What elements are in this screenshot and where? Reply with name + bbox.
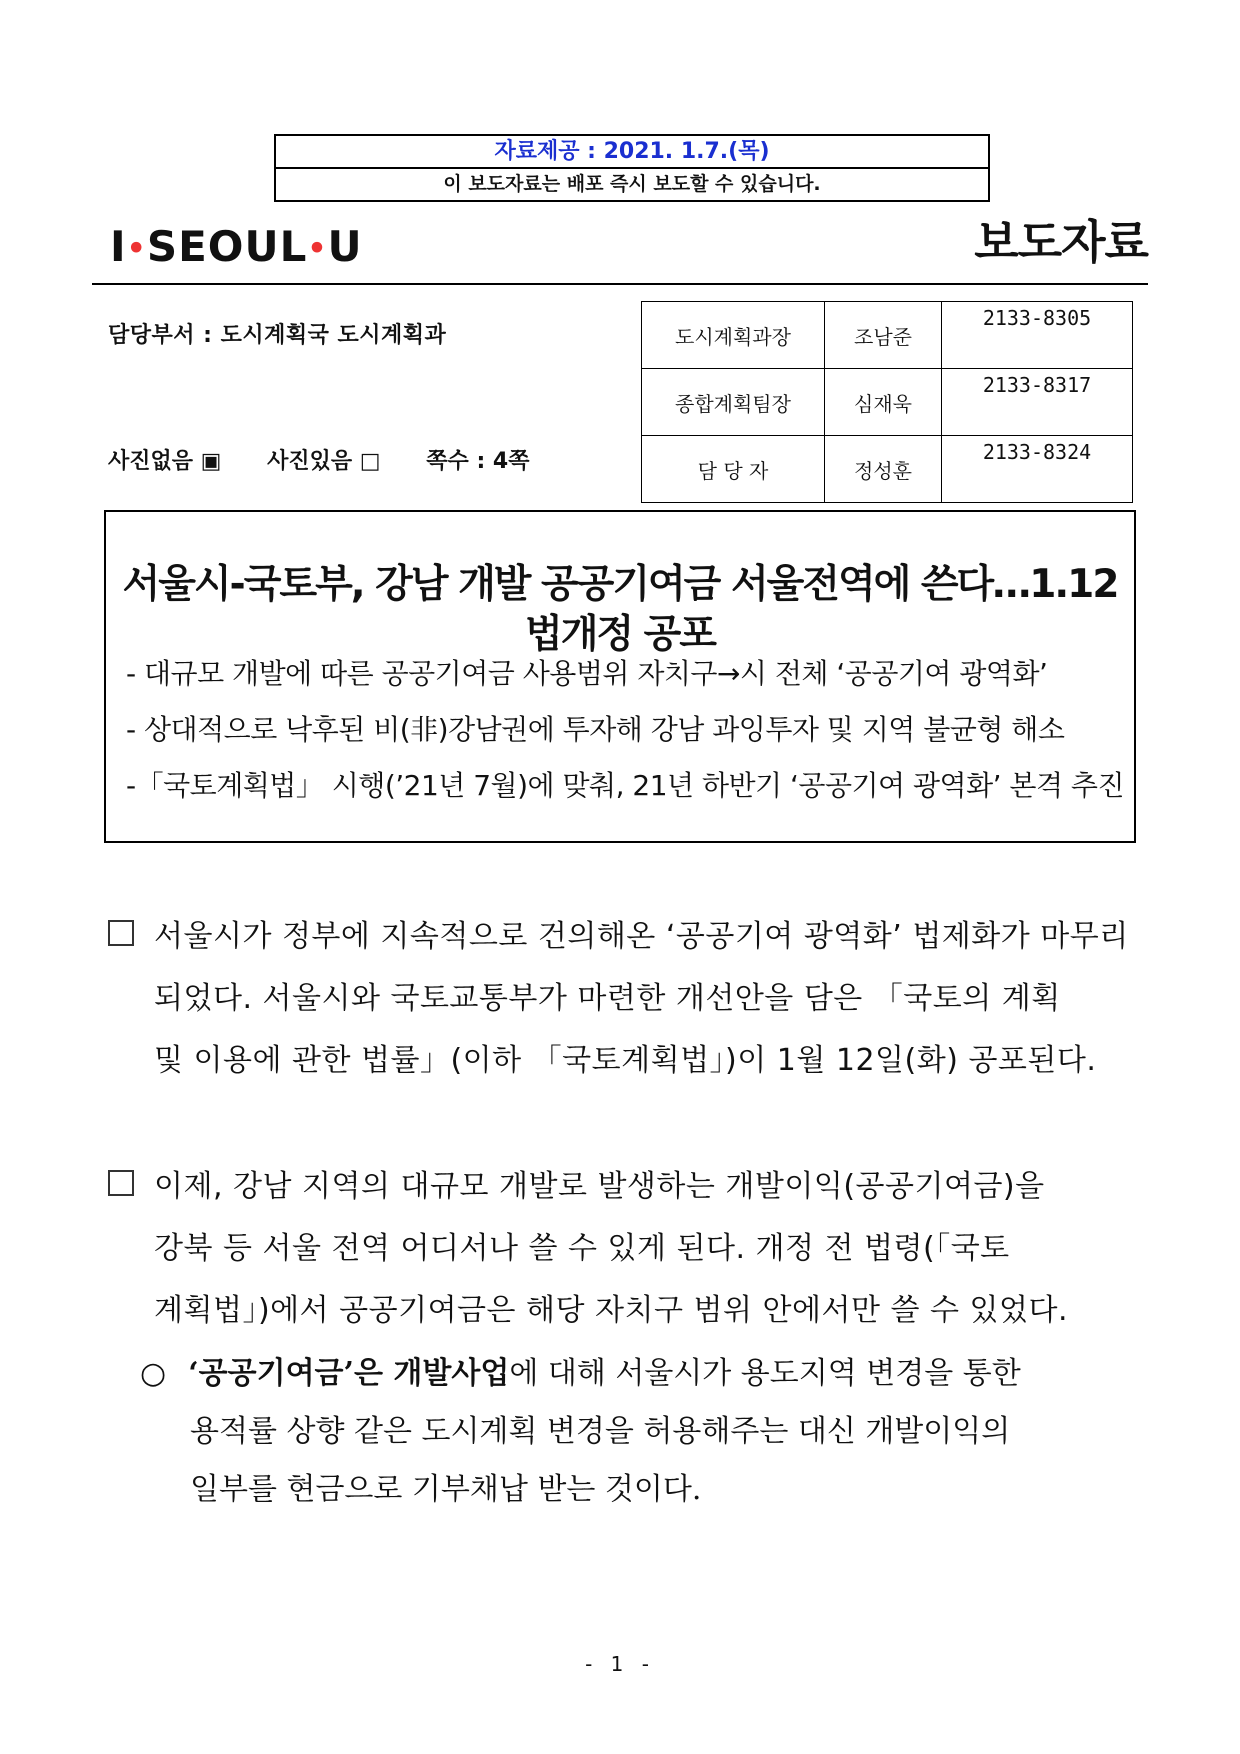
- sub-para-line1: 에 대해 서울시가 용도지역 변경을 통한: [509, 1356, 1021, 1391]
- document-type-title: 보도자료: [974, 215, 1148, 269]
- para2-line2: 강북 등 서울 전역 어디서나 쓸 수 있게 된다. 개정 전 법령(「국토: [154, 1231, 1010, 1266]
- sub-para-line2: 용적률 상향 같은 도시계획 변경을 허용해주는 대신 개발이익의: [190, 1414, 1011, 1449]
- release-date: 자료제공 : 2021. 1.7.(목): [276, 136, 988, 169]
- para1-line2: 되었다. 서울시와 국토교통부가 마련한 개선안을 담은 「국토의 계획: [154, 981, 1061, 1016]
- contact-row: [642, 436, 1133, 503]
- logo-dot: •: [126, 231, 147, 267]
- page-number: - 1 -: [585, 1652, 655, 1676]
- para2-line3: 계획법」)에서 공공기여금은 해당 자치구 범위 안에서만 쓸 수 있었다.: [154, 1293, 1068, 1328]
- contact-name: 정성훈: [825, 436, 942, 503]
- page-count: 쪽수 : 4쪽: [426, 449, 530, 474]
- logo-seoul: SEOUL: [146, 222, 308, 271]
- contact-row: [642, 369, 1133, 436]
- sub-para-line3: 일부를 현금으로 기부채납 받는 것이다.: [190, 1472, 702, 1507]
- contact-row: [642, 302, 1133, 369]
- release-note: 이 보도자료는 배포 즉시 보도할 수 있습니다.: [443, 173, 821, 195]
- logo-i: I: [110, 222, 127, 271]
- para1-line3: 및 이용에 관한 법률」(이하 「국토계획법」)이 1월 12일(화) 공포된다.: [154, 1043, 1097, 1078]
- contact-name: 심재욱: [825, 369, 942, 436]
- seoul-logo: [110, 222, 363, 275]
- release-info-box: [274, 134, 990, 202]
- para1-line1: 서울시가 정부에 지속적으로 건의해온 ‘공공기여 광역화’ 법제화가 마무리: [154, 919, 1129, 954]
- contact-title: 담 당 자: [642, 436, 825, 503]
- sub-para-bold-term: ‘공공기여금’은 개발사업: [188, 1356, 510, 1391]
- contact-name: 조남준: [825, 302, 942, 369]
- subheadline-2: - 상대적으로 낙후된 비(非)강남권에 투자해 강남 과잉투자 및 지역 불균형 해소: [126, 713, 1065, 746]
- body-paragraph-1: [108, 906, 1128, 1092]
- subheadline-1: - 대규모 개발에 따른 공공기여금 사용범위 자치구→시 전체 ‘공공기여 광역화’: [126, 657, 1048, 690]
- checkbox-bullet-icon: [108, 1170, 134, 1196]
- logo-u: U: [327, 222, 363, 271]
- contact-table: [641, 301, 1133, 503]
- body-paragraph-2: [108, 1156, 1128, 1342]
- contact-phone: 2133-8317: [942, 369, 1133, 436]
- sub-paragraph: [140, 1345, 1125, 1519]
- contact-phone: 2133-8305: [942, 302, 1133, 369]
- headline-box: [104, 510, 1136, 843]
- headline: 서울시-국토부, 강남 개발 공공기여금 서울전역에 쓴다…1.12 법개정 공포: [122, 562, 1118, 657]
- no-photo-indicator: 사진없음 ▣: [108, 449, 222, 474]
- department-label: 담당부서 : 도시계획국 도시계획과: [108, 323, 447, 348]
- contact-title: 도시계획과장: [642, 302, 825, 369]
- checkbox-bullet-icon: [108, 920, 134, 946]
- photo-info: [108, 444, 567, 475]
- logo-dot: •: [307, 231, 328, 267]
- para2-line1: 이제, 강남 지역의 대규모 개발로 발생하는 개발이익(공공기여금)을: [154, 1169, 1045, 1204]
- circle-bullet-icon: ○: [140, 1356, 167, 1391]
- has-photo-indicator: 사진있음 □: [267, 449, 381, 474]
- contact-title: 종합계획팀장: [642, 369, 825, 436]
- contact-phone: 2133-8324: [942, 436, 1133, 503]
- header-divider: [92, 283, 1148, 285]
- subheadline-3: -「국토계획법」 시행(’21년 7월)에 맞춰, 21년 하반기 ‘공공기여 광역화’ 본격 추진: [126, 769, 1125, 802]
